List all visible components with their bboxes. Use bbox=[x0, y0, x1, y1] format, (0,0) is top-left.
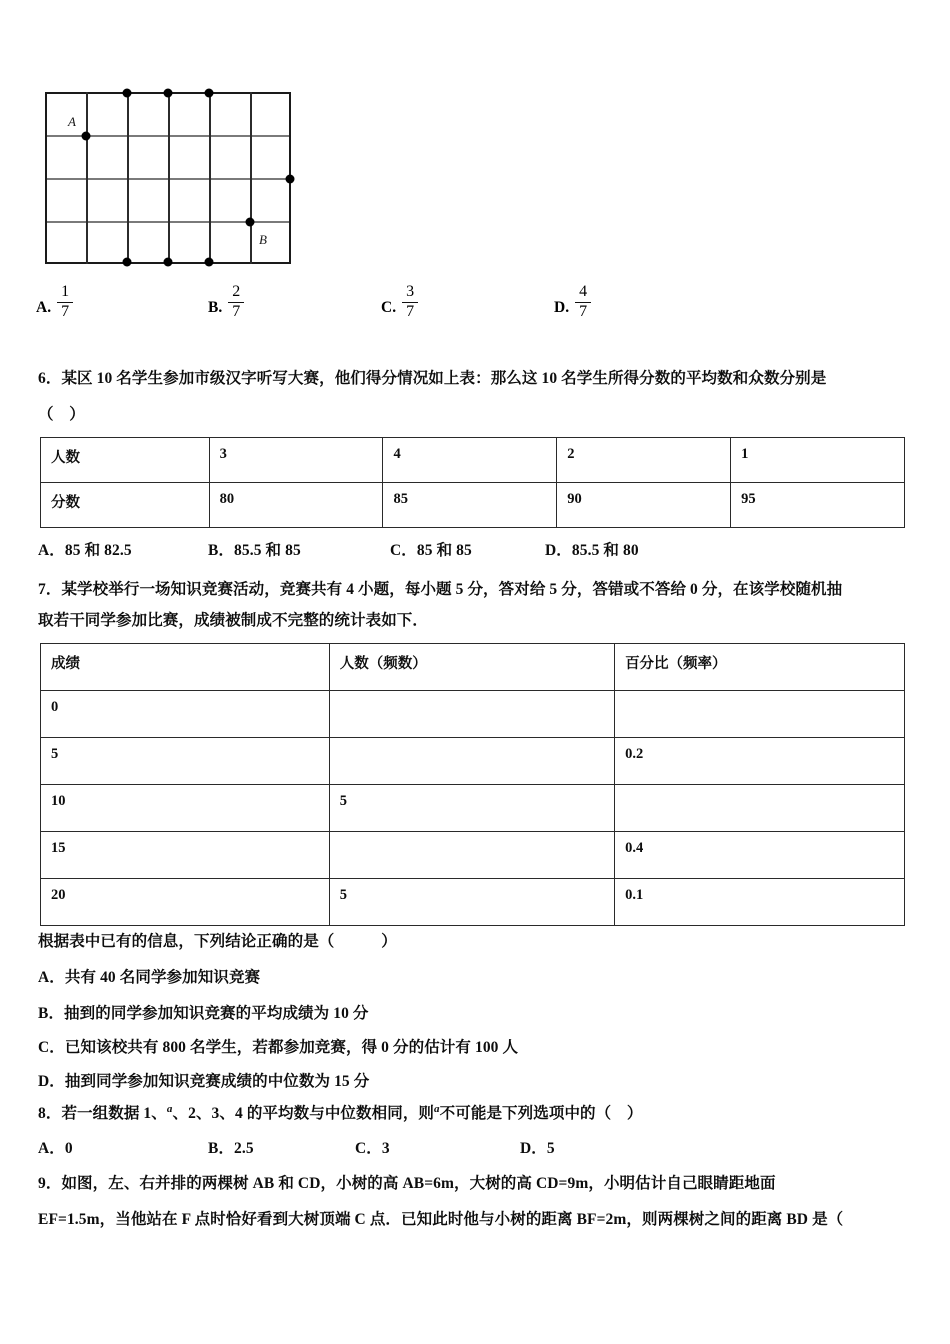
option-b-label: B. bbox=[208, 298, 223, 316]
table-header-row bbox=[41, 644, 905, 691]
fraction-numerator: 4 bbox=[579, 283, 588, 300]
lattice-dot bbox=[286, 175, 295, 184]
cell-score-1: 80 bbox=[209, 483, 383, 528]
point-label-b: B bbox=[259, 232, 267, 247]
cell-percentage bbox=[615, 785, 905, 832]
fraction-numerator: 2 bbox=[232, 283, 241, 300]
cell-count-4: 1 bbox=[731, 438, 905, 483]
cell-score: 5 bbox=[41, 738, 330, 785]
lattice-grid bbox=[45, 92, 291, 264]
grid-vline-0 bbox=[45, 92, 47, 264]
fraction-c bbox=[402, 284, 418, 321]
cell-percentage: 0.1 bbox=[615, 879, 905, 926]
grid-vline-2 bbox=[127, 92, 129, 264]
question7-option-c[interactable]: C．已知该校共有 800 名学生，若都参加竞赛，得 0 分的估计有 100 人 bbox=[38, 1039, 519, 1056]
option-a-label: A. bbox=[36, 298, 52, 316]
col-header-percentage: 百分比（频率） bbox=[615, 644, 905, 691]
option-a[interactable] bbox=[36, 282, 73, 319]
table-row bbox=[41, 483, 905, 528]
fraction-a bbox=[57, 284, 73, 321]
question7-option-b[interactable]: B．抽到的同学参加知识竞赛的平均成绩为 10 分 bbox=[38, 1005, 369, 1022]
fraction-denominator: 7 bbox=[61, 302, 70, 320]
lattice-dot bbox=[205, 258, 214, 267]
question9-stem-line1: 9．如图，左、右并排的两棵树 AB 和 CD，小树的高 AB=6m，大树的高 CD=9m，小明估计自己眼睛距地面 bbox=[38, 1175, 776, 1192]
table-row bbox=[41, 832, 905, 879]
cell-percentage: 0.4 bbox=[615, 832, 905, 879]
cell-percentage bbox=[615, 691, 905, 738]
table-row bbox=[41, 691, 905, 738]
question8-stem bbox=[38, 1101, 642, 1125]
option-d[interactable] bbox=[554, 282, 591, 319]
grid-vline-4 bbox=[209, 92, 211, 264]
cell-score: 0 bbox=[41, 691, 330, 738]
question8-stem-mid: 、2、3、4 的平均数与中位数相同，则 bbox=[172, 1105, 435, 1123]
question7-stem-line1: 7．某学校举行一场知识竞赛活动，竞赛共有 4 小题，每小题 5 分，答对给 5 分，答错或不答给 0 分，在该学校随机抽 bbox=[38, 581, 843, 598]
option-d-label: D. bbox=[554, 298, 570, 316]
question8-stem-suffix: 不可能是下列选项中的（ ） bbox=[439, 1105, 643, 1123]
cell-frequency: 5 bbox=[329, 785, 614, 832]
table-row bbox=[41, 438, 905, 483]
question8-stem-prefix: 8．若一组数据 1、 bbox=[38, 1105, 167, 1123]
question7-prompt: 根据表中已有的信息，下列结论正确的是（ ） bbox=[38, 933, 397, 950]
cell-frequency: 5 bbox=[329, 879, 614, 926]
table-row bbox=[41, 879, 905, 926]
question5-options bbox=[36, 282, 916, 328]
fraction-numerator: 1 bbox=[61, 283, 70, 300]
col-header-frequency: 人数（频数） bbox=[329, 644, 614, 691]
cell-score: 20 bbox=[41, 879, 330, 926]
grid-vline-5 bbox=[250, 92, 252, 264]
cell-count-2: 4 bbox=[383, 438, 557, 483]
question8-variable-a-second: a bbox=[434, 1103, 440, 1115]
fraction-numerator: 3 bbox=[406, 283, 415, 300]
cell-frequency bbox=[329, 691, 614, 738]
question7-option-a[interactable]: A．共有 40 名同学参加知识竞赛 bbox=[38, 969, 261, 986]
fraction-d bbox=[575, 284, 591, 321]
grid-vline-1 bbox=[86, 92, 88, 264]
table-row bbox=[41, 785, 905, 832]
question8-option-c[interactable]: C．3 bbox=[355, 1140, 390, 1157]
cell-score: 15 bbox=[41, 832, 330, 879]
option-c-label: C. bbox=[381, 298, 397, 316]
question9-stem-line2: EF=1.5m，当他站在 F 点时恰好看到大树顶端 C 点．已知此时他与小树的距离 BF=2m，则两棵树之间的距离 BD 是（ bbox=[38, 1211, 844, 1228]
lattice-dot bbox=[205, 89, 214, 98]
lattice-dot bbox=[164, 258, 173, 267]
grid-vline-3 bbox=[168, 92, 170, 264]
fraction-denominator: 7 bbox=[579, 302, 588, 320]
option-b[interactable] bbox=[208, 282, 244, 319]
question8-option-a[interactable]: A．0 bbox=[38, 1140, 73, 1157]
fraction-denominator: 7 bbox=[232, 302, 241, 320]
question6-option-a[interactable]: A．85 和 82.5 bbox=[38, 542, 132, 559]
fraction-b bbox=[228, 284, 244, 321]
cell-frequency bbox=[329, 832, 614, 879]
question7-frequency-table bbox=[40, 643, 905, 926]
lattice-dot bbox=[123, 258, 132, 267]
cell-count-3: 2 bbox=[557, 438, 731, 483]
lattice-dot-b bbox=[246, 218, 255, 227]
question6-stem-line1: 6．某区 10 名学生参加市级汉字听写大赛，他们得分情况如上表：那么这 10 名学生所得分数的平均数和众数分别是 bbox=[38, 370, 827, 387]
cell-frequency bbox=[329, 738, 614, 785]
question6-option-d[interactable]: D．85.5 和 80 bbox=[545, 542, 639, 559]
cell-score-4: 95 bbox=[731, 483, 905, 528]
cell-count-1: 3 bbox=[209, 438, 383, 483]
table-row bbox=[41, 738, 905, 785]
point-label-a: A bbox=[68, 114, 76, 129]
question6-option-c[interactable]: C．85 和 85 bbox=[390, 542, 472, 559]
option-c[interactable] bbox=[381, 282, 418, 319]
lattice-dot-a bbox=[82, 132, 91, 141]
fraction-denominator: 7 bbox=[406, 302, 415, 320]
cell-score-2: 85 bbox=[383, 483, 557, 528]
question8-option-d[interactable]: D．5 bbox=[520, 1140, 555, 1157]
question6-score-table bbox=[40, 437, 905, 528]
row-header-count: 人数 bbox=[41, 438, 210, 483]
lattice-dot bbox=[164, 89, 173, 98]
cell-score-3: 90 bbox=[557, 483, 731, 528]
cell-score: 10 bbox=[41, 785, 330, 832]
lattice-dot bbox=[123, 89, 132, 98]
question8-variable-a-first: a bbox=[166, 1103, 173, 1115]
question7-option-d[interactable]: D．抽到同学参加知识竞赛成绩的中位数为 15 分 bbox=[38, 1073, 370, 1090]
cell-percentage: 0.2 bbox=[615, 738, 905, 785]
question5-figure bbox=[45, 92, 291, 264]
col-header-score: 成绩 bbox=[41, 644, 330, 691]
question7-stem-line2: 取若干同学参加比赛，成绩被制成不完整的统计表如下． bbox=[38, 612, 429, 629]
question6-stem-line2: （ ） bbox=[38, 406, 85, 423]
question6-option-b[interactable]: B．85.5 和 85 bbox=[208, 542, 301, 559]
question8-option-b[interactable]: B．2.5 bbox=[208, 1140, 254, 1157]
row-header-score: 分数 bbox=[41, 483, 210, 528]
